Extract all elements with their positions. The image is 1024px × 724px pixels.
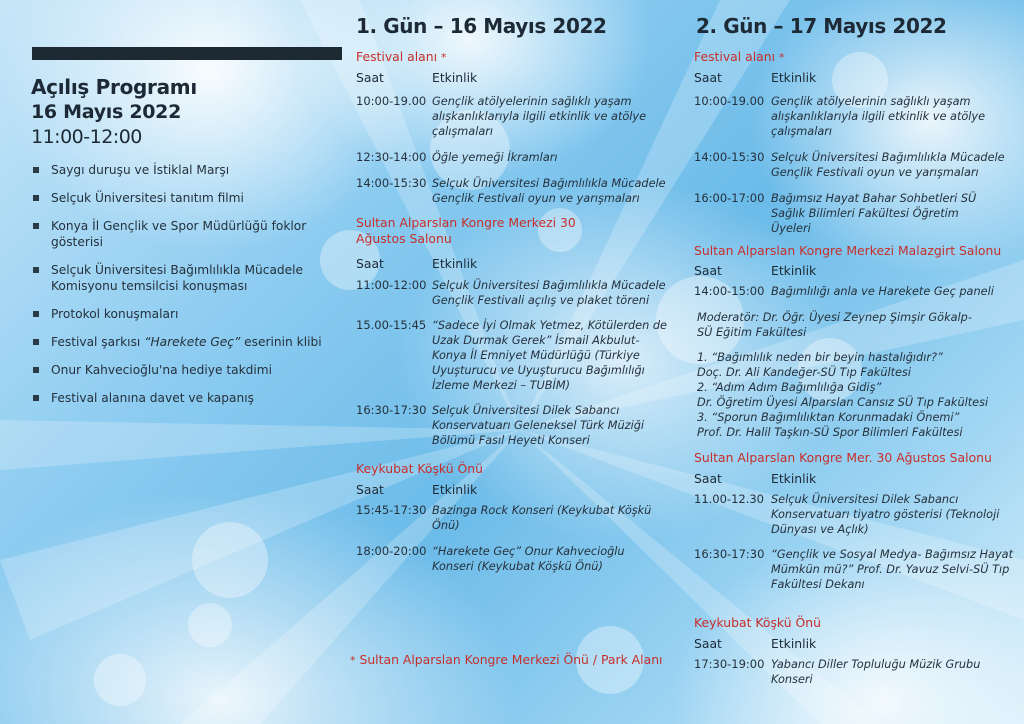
day2-venue-30-agustos: Sultan Alparslan Kongre Mer. 30 Ağustos Salonu xyxy=(694,450,992,465)
day2-row-event: Bağımsız Hayat Bahar Sohbetleri SÜ Sağlık Bilimleri Fakültesi Öğretim Üyeleri xyxy=(771,192,977,235)
opening-item: Konya İl Gençlik ve Spor Müdürlüğü foklor gösterisi xyxy=(31,218,331,250)
col-event: Etkinlik xyxy=(771,263,817,278)
col-event: Etkinlik xyxy=(771,471,817,486)
col-event: Etkinlik xyxy=(432,70,478,85)
header-dark-bar xyxy=(32,47,342,60)
panel-line: 3. “Sporun Bağımlılıktan Korunmadaki Önemi” xyxy=(697,411,960,424)
day2-venue-malazgirt: Sultan Alparslan Kongre Merkezi Malazgirt Salonu xyxy=(694,243,1002,258)
day1-venue-kongre: Sultan Alparslan Kongre Merkezi 30 Ağustos Salonu xyxy=(356,215,576,246)
day1-row-time: 14:00-15:30 xyxy=(356,176,427,190)
panel-talks xyxy=(697,350,1017,440)
day2-row-time: 11.00-12.30 xyxy=(694,492,764,506)
col-event: Etkinlik xyxy=(432,482,478,497)
song-prefix: Festival şarkısı xyxy=(51,335,145,349)
day2-col-headers xyxy=(694,70,994,86)
opening-item: Onur Kahvecioğlu'na hediye takdimi xyxy=(31,362,331,378)
day2-row-event: Bağımlılığı anla ve Harekete Geç paneli xyxy=(771,285,994,298)
opening-program xyxy=(31,74,331,418)
panel-moderator: Moderatör: Dr. Öğr. Üyesi Zeynep Şimşir Gökalp-SÜ Eğitim Fakültesi xyxy=(697,311,972,339)
day2-venue-festival xyxy=(694,49,785,66)
opening-item: Saygı duruşu ve İstiklal Marşı xyxy=(31,162,331,178)
day2-row-time: 14:00-15:30 xyxy=(694,150,765,164)
day1-title: 1. Gün – 16 Mayıs 2022 xyxy=(356,14,607,38)
song-title: “Harekete Geç” xyxy=(144,335,241,349)
day1-col-headers xyxy=(356,256,656,272)
day2-col-headers xyxy=(694,263,994,279)
col-time: Saat xyxy=(356,482,384,497)
day2-row-time: 16:30-17:30 xyxy=(694,547,765,561)
day2-row-time: 10:00-19.00 xyxy=(694,94,765,108)
opening-item: Selçuk Üniversitesi Bağımlılıkla Mücadele Komisyonu temsilcisi konuşması xyxy=(31,262,331,294)
col-event: Etkinlik xyxy=(771,70,817,85)
day2-col-headers xyxy=(694,471,994,487)
day1-row-time: 11:00-12:00 xyxy=(356,278,427,292)
day1-row-event: Selçuk Üniversitesi Dilek Sabancı Konservatuarı Geleneksel Türk Müziği Bölümü Fasıl Heyeti Konseri xyxy=(432,404,645,447)
day1-col-headers xyxy=(356,482,656,498)
day1-row-event: “Sadece İyi Olmak Yetmez, Kötülerden de Uzak Durmak Gerek” İsmail Akbulut- Konya İl Emniyet Müdürlüğü (Türkiye Uyuşturucu ve Uyuşturucu Bağımlılığı İzleme Merkezi – TUBİM) xyxy=(432,319,667,392)
panel-line: Doç. Dr. Ali Kandeğer-SÜ Tıp Fakültesi xyxy=(697,366,912,379)
panel-line: 1. “Bağımlılık neden bir beyin hastalığıdır?” xyxy=(697,351,943,364)
col-time: Saat xyxy=(694,471,722,486)
opening-date: 16 Mayıs 2022 xyxy=(31,101,182,123)
day1-col-headers xyxy=(356,70,656,86)
day2-row-time: 17:30-19:00 xyxy=(694,657,765,671)
opening-item: Protokol konuşmaları xyxy=(31,306,331,322)
day2-venue1-label: Festival alanı xyxy=(694,49,776,64)
day2-row-time: 16:00-17:00 xyxy=(694,191,765,205)
day2-title: 2. Gün – 17 Mayıs 2022 xyxy=(696,14,947,38)
day2-row-event: “Gençlik ve Sosyal Medya- Bağımsız Hayat Mümkün mü?” Prof. Dr. Yavuz Selvi-SÜ Tıp Fakültesi Dekanı xyxy=(771,548,1014,591)
panel-line: Dr. Öğretim Üyesi Alparslan Cansız SÜ Tıp Fakültesi xyxy=(697,396,989,409)
opening-item-song xyxy=(31,334,331,350)
day1-row-event: Selçuk Üniversitesi Bağımlılıkla Mücadele Gençlik Festivali açılış ve plaket töreni xyxy=(432,279,666,307)
opening-item: Festival alanına davet ve kapanış xyxy=(31,390,331,406)
day1-row-time: 12:30-14:00 xyxy=(356,150,427,164)
col-event: Etkinlik xyxy=(432,256,478,271)
day1-venue-festival xyxy=(356,49,447,66)
day1-row-event: Gençlik atölyelerinin sağlıklı yaşam alışkanlıklarıyla ilgili etkinlik ve atölye çalışmaları xyxy=(432,95,647,138)
day2-row-event: Yabancı Diller Topluluğu Müzik Grubu Konseri xyxy=(771,658,981,686)
col-time: Saat xyxy=(694,70,722,85)
day2-row-event: Selçuk Üniversitesi Bağımlılıkla Mücadele Gençlik Festivali oyun ve yarışmaları xyxy=(771,151,1005,179)
day1-row-event: Öğle yemeği İkramları xyxy=(432,151,558,164)
day1-row-time: 16:30-17:30 xyxy=(356,403,427,417)
opening-time: 11:00-12:00 xyxy=(31,126,142,148)
day1-venue1-label: Festival alanı xyxy=(356,49,438,64)
col-time: Saat xyxy=(694,636,722,651)
col-time: Saat xyxy=(356,70,384,85)
day2-col-headers xyxy=(694,636,994,652)
day1-row-event: Selçuk Üniversitesi Bağımlılıkla Mücadele Gençlik Festivali oyun ve yarışmaları xyxy=(432,177,666,205)
song-suffix: eserinin klibi xyxy=(240,335,322,349)
col-event: Etkinlik xyxy=(771,636,817,651)
day2-row-event: Gençlik atölyelerinin sağlıklı yaşam alışkanlıklarıyla ilgili etkinlik ve atölye çalışmaları xyxy=(771,95,986,138)
day1-row-event: Bazinga Rock Konseri (Keykubat Köşkü Önü) xyxy=(432,504,652,532)
opening-list xyxy=(31,162,331,406)
col-time: Saat xyxy=(694,263,722,278)
asterisk-icon: * xyxy=(350,654,356,667)
day1-row-time: 18:00-20:00 xyxy=(356,544,427,558)
day2-row-time: 14:00-15:00 xyxy=(694,284,765,298)
asterisk-icon: * xyxy=(441,51,447,64)
panel-line: Prof. Dr. Halil Taşkın-SÜ Spor Bilimleri Fakültesi xyxy=(697,426,963,439)
footnote-text: Sultan Alparslan Kongre Merkezi Önü / Park Alanı xyxy=(359,652,663,667)
asterisk-icon: * xyxy=(779,51,785,64)
day1-row-time: 15:45-17:30 xyxy=(356,503,427,517)
day2-row-event: Selçuk Üniversitesi Dilek Sabancı Konservatuarı tiyatro gösterisi (Teknoloji Dünyası ve Açlık) xyxy=(771,493,1000,536)
day1-venue-keykubat: Keykubat Köşkü Önü xyxy=(356,461,483,476)
opening-title: Açılış Programı xyxy=(31,75,197,99)
col-time: Saat xyxy=(356,256,384,271)
day1-row-event: “Harekete Geç” Onur Kahvecioğlu Konseri (Keykubat Köşkü Önü) xyxy=(432,545,625,573)
day2-venue-keykubat: Keykubat Köşkü Önü xyxy=(694,615,821,630)
panel-line: 2. “Adım Adım Bağımlılığa Gidiş” xyxy=(697,381,882,394)
day1-row-time: 10:00-19.00 xyxy=(356,94,427,108)
day1-footnote xyxy=(350,652,662,669)
day1-row-time: 15.00-15:45 xyxy=(356,318,427,332)
opening-item: Selçuk Üniversitesi tanıtım filmi xyxy=(31,190,331,206)
